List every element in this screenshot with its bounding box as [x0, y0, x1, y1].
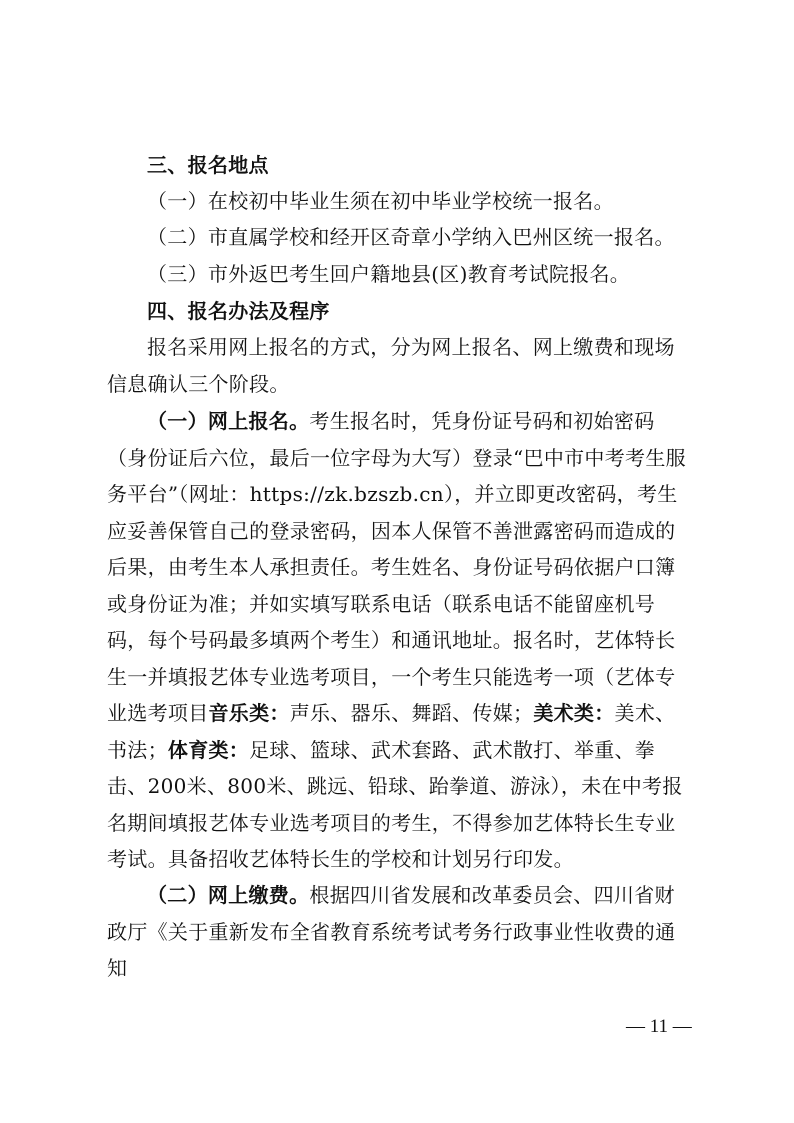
music-category-items: 声乐、器乐、舞蹈、传媒； — [289, 701, 534, 725]
art-category-label: 美术类： — [533, 701, 615, 725]
music-category-label: 音乐类： — [208, 701, 290, 725]
section-3-item-2: （二）市直属学校和经开区奇章小学纳入巴州区统一报名。 — [147, 225, 675, 249]
section-4-intro: 报名采用网上报名的方式，分为网上报名、网上缴费和现场信息确认三个阶段。 — [107, 335, 675, 396]
section-3-item-3: （三）市外返巴考生回户籍地县(区)教育考试院报名。 — [147, 262, 631, 286]
online-payment-paragraph — [107, 877, 692, 987]
sport-category-items: 足球、篮球、武术套路、武术散打、举重、拳击、200米、800米、跳远、铅球、跆拳道、游泳），未在中考报名期间填报艺体专业选考项目的考生，不得参加艺体特长生专业考试。具备招收艺体特长生的学校和计划另行印发。 — [107, 737, 683, 871]
section-4-heading: 四、报名办法及程序 — [147, 299, 330, 323]
section-3-heading: 三、报名地点 — [147, 153, 269, 177]
online-payment-text: 根据四川省发展和改革委员会、四川省财政厅《关于重新发布全省教育系统考试考务行政事业性收费的通知 — [107, 883, 676, 980]
art-category-items: 美术、书法； — [107, 701, 676, 762]
online-registration-title: （一）网上报名。 — [147, 409, 310, 433]
section-3-item-1: （一）在校初中毕业生须在初中毕业学校统一报名。 — [147, 189, 614, 213]
page-number: — 11 — — [626, 1016, 692, 1037]
sport-category-label: 体育类： — [167, 737, 250, 762]
online-registration-text: 考生报名时，凭身份证号码和初始密码（身份证后六位，最后一位字母为大写）登录“巴中市中考考生服务平台”（网址：https://zk.bzszb.cn），并立即更改密码，考生应妥善保管自己的登录密码，因本人保管不善泄露密码而造成的后果，由考生本人承担责任。考生姓名、身份证号码依据户口簿或身份证为准；并如实填写联系电话（联系电话不能留座机号码，每个号码最多填两个考生）和通讯地址。报名时，艺体特长生一并填报艺体专业选考项目，一个考生只能选考一项（艺体专业选考项目 — [107, 409, 686, 725]
online-registration-paragraph — [107, 403, 692, 878]
online-payment-title: （二）网上缴费。 — [147, 883, 310, 907]
